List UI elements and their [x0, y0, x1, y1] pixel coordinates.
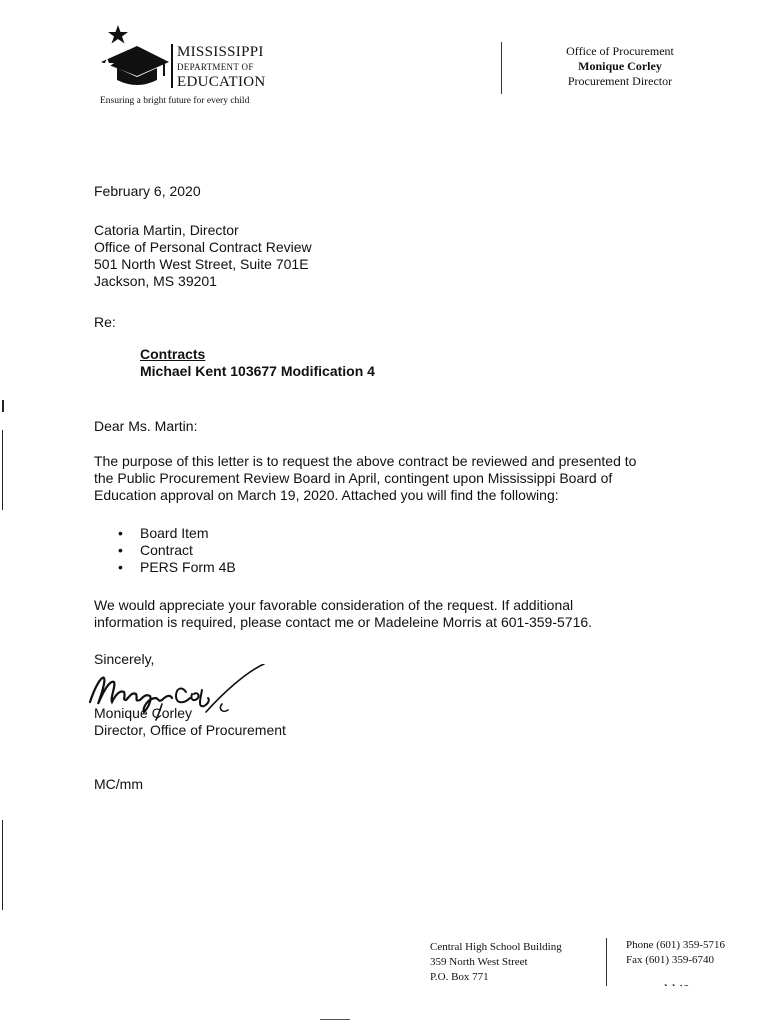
closing: Sincerely,	[94, 651, 155, 667]
paragraph-closing	[94, 597, 592, 631]
recipient-line: Jackson, MS 39201	[94, 273, 217, 289]
org-name-line3: EDUCATION	[177, 74, 266, 90]
re-label: Re:	[94, 314, 116, 330]
salutation: Dear Ms. Martin:	[94, 418, 198, 434]
footer-divider	[606, 938, 607, 992]
paragraph-line: the Public Procurement Review Board in April, contingent upon Mississippi Board of	[94, 470, 613, 486]
paragraph-line: The purpose of this letter is to request the above contract be reviewed and presented to	[94, 453, 637, 469]
office-block	[520, 44, 720, 89]
scan-artifact	[2, 820, 3, 910]
subject-block	[140, 346, 375, 380]
header-divider	[501, 42, 502, 94]
attachment-list	[118, 525, 236, 576]
recipient-line: Office of Personal Contract Review	[94, 239, 312, 255]
director-title: Procurement Director	[567, 74, 673, 88]
typist-initials: MC/mm	[94, 776, 143, 792]
list-item: • Board Item	[118, 525, 236, 542]
list-item: • Contract	[118, 542, 236, 559]
footer-fax: Fax (601) 359-6740	[626, 954, 714, 966]
signer-block	[94, 705, 286, 739]
scan-artifact	[320, 1019, 350, 1020]
footer-phone: Phone (601) 359-5716	[626, 939, 725, 951]
mde-logo	[97, 22, 297, 114]
signer-name: Monique Corley	[94, 705, 193, 721]
list-item: • PERS Form 4B	[118, 559, 236, 576]
paragraph-request	[94, 453, 636, 504]
logo-rule	[171, 44, 173, 88]
org-name-line2: DEPARTMENT OF	[177, 62, 254, 72]
scan-artifact	[2, 430, 3, 510]
org-name-line1: MISSISSIPPI	[177, 44, 264, 60]
logo-tagline: Ensuring a bright future for every child	[100, 96, 250, 106]
subject-heading: Contracts	[140, 346, 206, 362]
recipient-address	[94, 222, 312, 290]
letter-date: February 6, 2020	[94, 183, 201, 199]
signer-title: Director, Office of Procurement	[94, 722, 286, 738]
scan-artifact	[2, 400, 4, 412]
director-name: Monique Corley	[578, 59, 662, 73]
footer-street: 359 North West Street	[430, 956, 528, 968]
graduation-cap-star-icon	[97, 22, 173, 96]
subject-line: Michael Kent 103677 Modification 4	[140, 363, 375, 379]
paragraph-line: We would appreciate your favorable consideration of the request. If additional	[94, 597, 574, 613]
office-name: Office of Procurement	[566, 44, 674, 58]
recipient-line: Catoria Martin, Director	[94, 222, 239, 238]
paragraph-line: information is required, please contact me or Madeleine Morris at 601-359-5716.	[94, 614, 593, 630]
page-cutoff	[420, 986, 760, 1024]
footer-building: Central High School Building	[430, 941, 562, 953]
recipient-line: 501 North West Street, Suite 701E	[94, 256, 309, 272]
paragraph-line: Education approval on March 19, 2020. Attached you will find the following:	[94, 487, 559, 503]
footer-po-box: P.O. Box 771	[430, 971, 489, 983]
